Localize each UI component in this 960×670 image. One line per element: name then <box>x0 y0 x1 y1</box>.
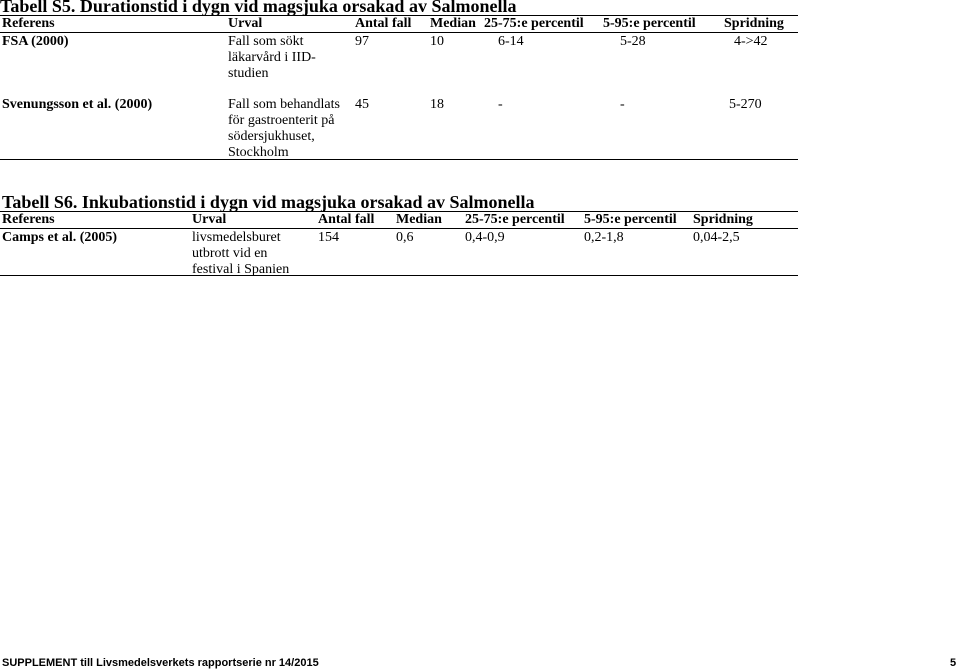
table-s5-header-p5-95: 5-95:e percentil <box>603 16 696 31</box>
table-s6-row1-spridning: 0,04-2,5 <box>693 230 740 245</box>
table-s6-header-spridning: Spridning <box>693 212 753 227</box>
table-s5-row2-p25-75: - <box>498 97 503 112</box>
table-s5-row2-antal-fall: 45 <box>355 97 369 112</box>
table-s6-row1-p5-95: 0,2-1,8 <box>584 230 624 245</box>
table-s5-row1-urval: Fall som sökt läkarvård i IID-studien <box>228 34 316 81</box>
page-footer-text: SUPPLEMENT till Livsmedelsverkets rapportserie nr 14/2015 <box>2 657 319 669</box>
table-s5-header-p25-75: 25-75:e percentil <box>484 16 584 31</box>
table-s5-header-antal-fall: Antal fall <box>355 16 412 31</box>
table-s5-header-referens: Referens <box>2 16 55 31</box>
table-s5-caption: Tabell S5. Durationstid i dygn vid magsjuka orsakad av Salmonella <box>0 0 517 16</box>
table-s5-header-spridning: Spridning <box>724 16 784 31</box>
table-s6-row1-urval: livsmedelsburet utbrott vid en festival i Spanien <box>192 230 290 277</box>
table-s5-row1-antal-fall: 97 <box>355 34 369 49</box>
table-s6-header-p5-95: 5-95:e percentil <box>584 212 677 227</box>
table-s5-row2-median: 18 <box>430 97 444 112</box>
table-s6-header-referens: Referens <box>2 212 55 227</box>
table-s5-header-urval: Urval <box>228 16 263 31</box>
table-s5-row1-spridning: 4->42 <box>734 34 768 49</box>
table-s5-header-median: Median <box>430 16 476 31</box>
table-s5-row1-median: 10 <box>430 34 444 49</box>
table-s6-header-antal-fall: Antal fall <box>318 212 375 227</box>
table-s5-row1-referens: FSA (2000) <box>2 34 69 49</box>
table-s5-row2-spridning: 5-270 <box>729 97 762 112</box>
table-s5-row1-p25-75: 6-14 <box>498 34 524 49</box>
table-s6-header-p25-75: 25-75:e percentil <box>465 212 565 227</box>
table-s5-row2-p5-95: - <box>620 97 625 112</box>
table-s5-header-rule <box>0 32 798 33</box>
table-s5-row2-referens: Svenungsson et al. (2000) <box>2 97 153 112</box>
table-s6-row1-antal-fall: 154 <box>318 230 339 245</box>
table-s6-caption: Tabell S6. Inkubationstid i dygn vid magsjuka orsakad av Salmonella <box>2 192 535 212</box>
table-s6-header-median: Median <box>396 212 442 227</box>
page-number: 5 <box>950 657 957 669</box>
table-s5-row2-urval: Fall som behandlats för gastroenterit på södersjukhuset, Stockholm <box>228 97 340 160</box>
table-s6-bottom-rule <box>0 275 798 276</box>
table-s6-header-rule <box>0 228 798 229</box>
table-s5-bottom-rule <box>0 159 798 160</box>
table-s5-row1-p5-95: 5-28 <box>620 34 646 49</box>
table-s6-row1-p25-75: 0,4-0,9 <box>465 230 505 245</box>
table-s6-row1-median: 0,6 <box>396 230 414 245</box>
table-s6-header-urval: Urval <box>192 212 227 227</box>
table-s6-row1-referens: Camps et al. (2005) <box>2 230 118 245</box>
